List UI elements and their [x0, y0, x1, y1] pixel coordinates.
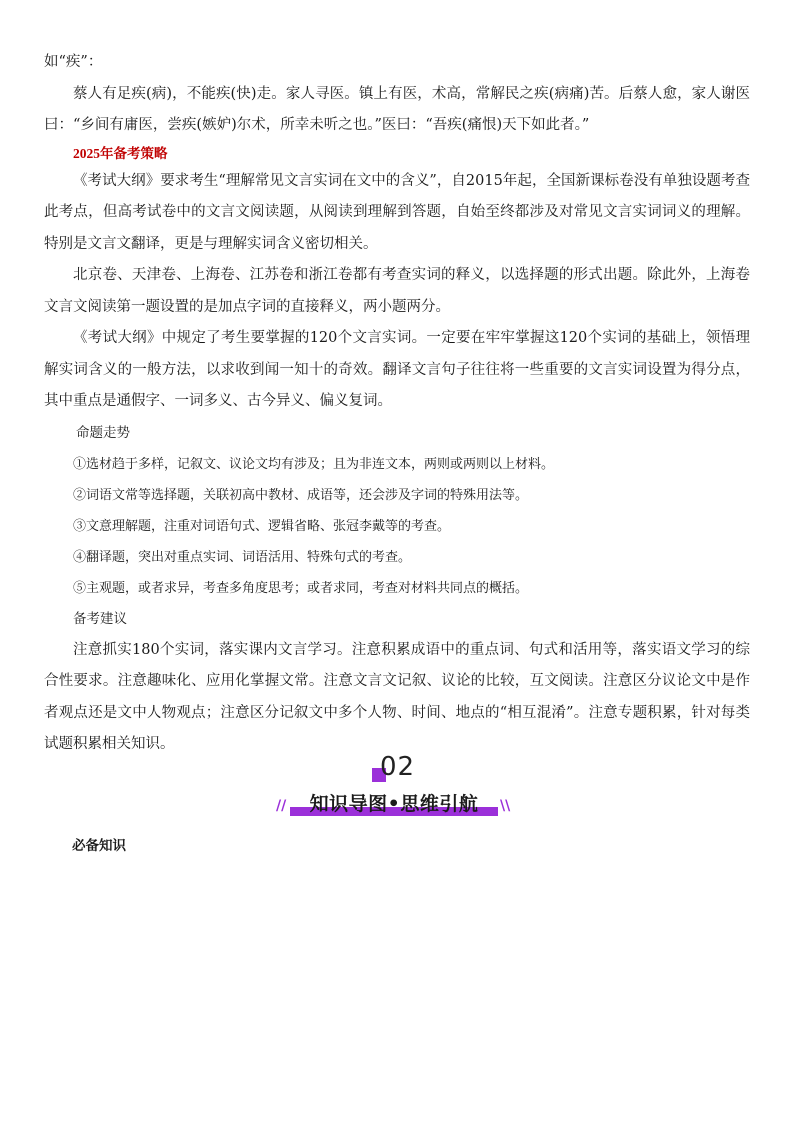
- advice-paragraph: 注意抓实180个实词，落实课内文言学习。注意积累成语中的重点词、句式和活用等，落实语文学习的综合性要求。注意趣味化、应用化掌握文常。注意文言文记叙、议论的比较，互文阅读。注意区分议论文中是作者观点还是文中人物观点；注意区分记叙文中多个人物、时间、地点的“相互混淆”。注意专题积累，针对每类试题积累相关知识。: [44, 641, 750, 752]
- intro-lead: 如“疾”：: [44, 54, 103, 70]
- section-number: 02: [380, 752, 416, 782]
- slash-decoration-left: //: [276, 798, 287, 814]
- trend-item-5: ⑤主观题，或者求异，考查多角度思考；或者求同，考查对材料共同点的概括。: [73, 580, 529, 596]
- advice-heading: 备考建议: [73, 610, 127, 627]
- main-content: [44, 47, 750, 761]
- strategy-paragraph-1: 《考试大纲》要求考生“理解常见文言实词在文中的含义”，自2015年起，全国新课标卷没有单独设题考查此考点，但高考试卷中的文言文阅读题，从阅读到理解到答题，自始至终都涉及对常见文言实词词义的理解。特别是文言文翻译，更是与理解实词含义密切相关。: [44, 172, 750, 252]
- section-banner: [0, 752, 794, 822]
- trends-heading: 命题走势: [76, 424, 130, 441]
- section-number-block: [372, 754, 432, 784]
- must-know-heading: 必备知识: [72, 838, 126, 853]
- slash-decoration-right: \\: [500, 798, 511, 814]
- section-title-bar: [290, 790, 498, 816]
- strategy-paragraph-2: 北京卷、天津卷、上海卷、江苏卷和浙江卷都有考查实词的释义，以选择题的形式出题。除此外，上海卷文言文阅读第一题设置的是加点字词的直接释义，两小题两分。: [44, 267, 750, 315]
- strategy-heading: 2025年备考策略: [73, 145, 168, 161]
- trend-item-1: ①选材趋于多样，记叙文、议论文均有涉及；且为非连文本，两则或两则以上材料。: [73, 456, 555, 472]
- trend-item-4: ④翻译题，突出对重点实词、词语活用、特殊句式的考查。: [73, 549, 412, 565]
- strategy-paragraph-3: 《考试大纲》中规定了考生要掌握的120个文言实词。一定要在牢牢掌握这120个实词的基础上，领悟理解实词含义的一般方法，以求收到闻一知十的奇效。翻译文言句子往往将一些重要的文言实词设置为得分点，其中重点是通假字、一词多义、古今异义、偏义复词。: [44, 330, 750, 409]
- trend-item-2: ②词语文常等选择题，关联初高中教材、成语等，还会涉及字词的特殊用法等。: [73, 487, 529, 503]
- trend-item-3: ③文意理解题，注重对词语句式、逻辑省略、张冠李戴等的考查。: [73, 518, 451, 534]
- section-title: 知识导图•思维引航: [309, 793, 479, 815]
- intro-example: 蔡人有足疾(病)，不能疾(快)走。家人寻医。镇上有医，术高，常解民之疾(病痛)苦。后蔡人愈，家人谢医曰：“乡间有庸医，尝疾(嫉妒)尔术，所幸未听之也。”医曰：“吾疾(痛恨)天下如此者。”: [44, 85, 750, 133]
